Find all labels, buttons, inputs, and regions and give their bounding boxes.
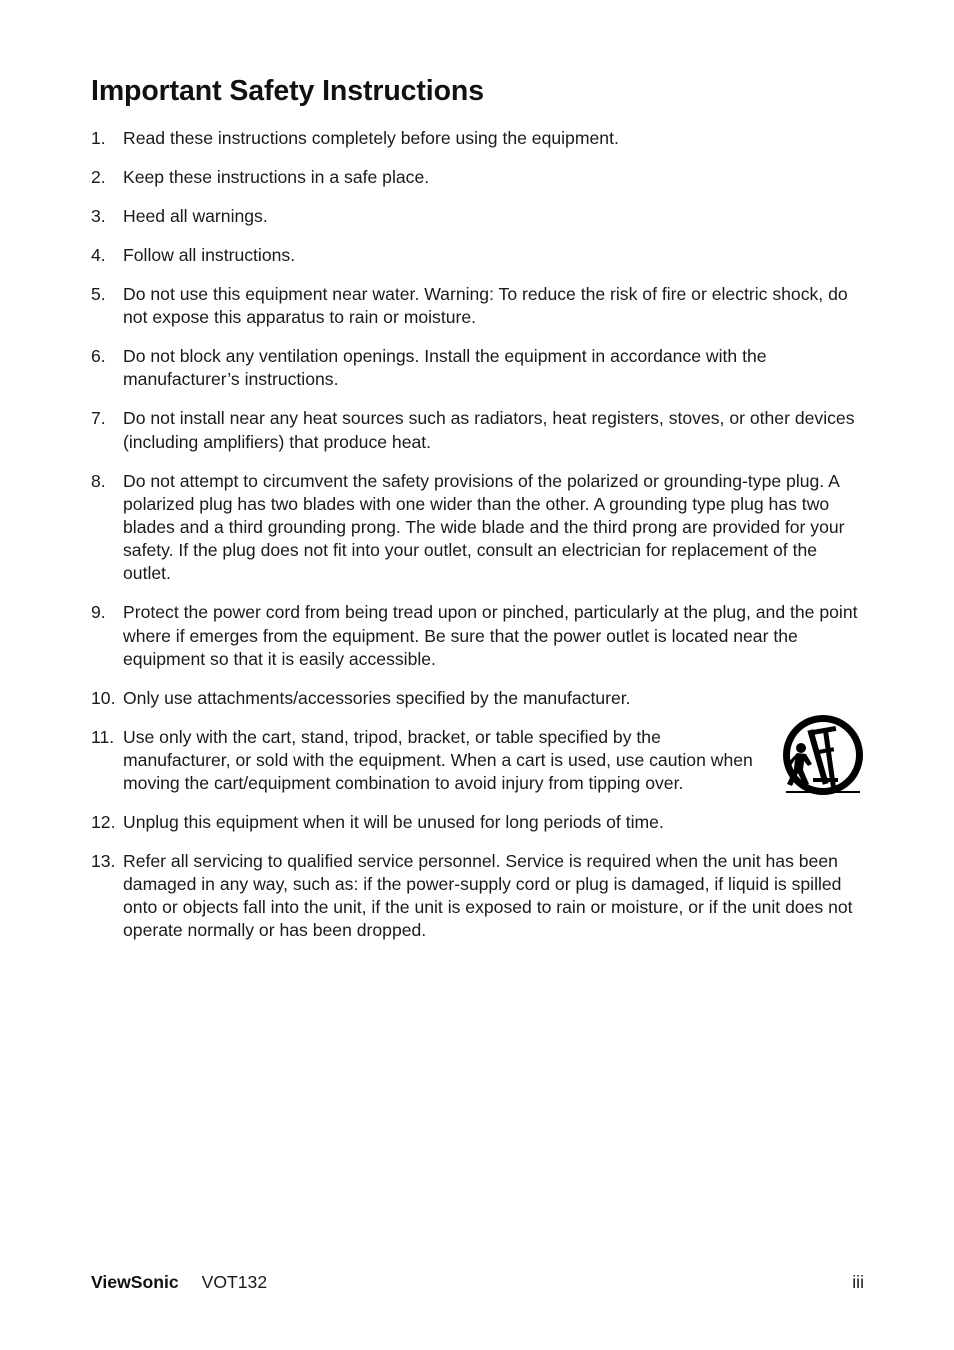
instruction-number: 1. xyxy=(91,128,106,148)
instruction-item-3 xyxy=(91,205,866,228)
instruction-text: Do not attempt to circumvent the safety provisions of the polarized or grounding-type plug. A polarized plug has two blades with one wider than the other. A grounding type plug has two blades and a third grounding prong. The wide blade and the third prong are provided for your safety. If the plug does not fit into your outlet, consult an electrician for replacement of the outlet. xyxy=(123,470,845,584)
instruction-text: Use only with the cart, stand, tripod, bracket, or table specified by the manufacturer, or sold with the equipment. When a cart is used, use caution when moving the cart/equipment combination to avoid injury from tipping over. xyxy=(123,726,753,794)
instruction-text: Do not use this equipment near water. Warning: To reduce the risk of fire or electric shock, do not expose this apparatus to rain or moisture. xyxy=(123,284,848,328)
instruction-text: Keep these instructions in a safe place. xyxy=(123,167,430,187)
instruction-number: 8. xyxy=(91,470,106,491)
instruction-item-6 xyxy=(91,345,866,391)
instruction-text: Read these instructions completely before using the equipment. xyxy=(123,128,619,148)
instruction-number: 11. xyxy=(91,726,115,747)
instruction-item-4 xyxy=(91,244,866,267)
instruction-number: 3. xyxy=(91,206,106,226)
instruction-text: Protect the power cord from being tread upon or pinched, particularly at the plug, and the point where if emerges from the equipment. Be sure that the power outlet is located near the equipment so that it is easily accessible. xyxy=(123,602,858,669)
instruction-item-8 xyxy=(91,470,866,586)
instruction-text: Do not block any ventilation openings. Install the equipment in accordance with the manufacturer’s instructions. xyxy=(123,346,767,390)
instruction-number: 10. xyxy=(91,687,116,708)
instruction-text: Heed all warnings. xyxy=(123,206,268,226)
page-footer xyxy=(91,1270,864,1294)
instruction-number: 7. xyxy=(91,408,106,429)
instruction-item-7 xyxy=(91,407,866,453)
instruction-item-9 xyxy=(91,601,866,671)
footer-brand: ViewSonic xyxy=(91,1272,179,1292)
instruction-text: Do not install near any heat sources such as radiators, heat registers, stoves, or other devices (including amplifiers) that produce heat. xyxy=(123,408,855,452)
footer-model: VOT132 xyxy=(201,1272,268,1292)
instruction-item-12 xyxy=(91,811,866,834)
instruction-number: 6. xyxy=(91,346,106,367)
footer-page-number: iii xyxy=(852,1272,864,1292)
instruction-text: Unplug this equipment when it will be unused for long periods of time. xyxy=(123,811,664,832)
instruction-item-1 xyxy=(91,127,866,150)
instruction-number: 13. xyxy=(91,850,116,871)
instruction-number: 12. xyxy=(91,811,116,832)
instruction-number: 9. xyxy=(91,602,106,623)
instruction-number: 5. xyxy=(91,284,106,304)
safety-instruction-list xyxy=(91,127,866,958)
page-title: Important Safety Instructions xyxy=(91,75,484,107)
instruction-item-2 xyxy=(91,166,866,189)
instruction-number: 2. xyxy=(91,167,106,187)
instruction-number: 4. xyxy=(91,245,106,265)
instruction-item-11 xyxy=(91,726,866,796)
instruction-text: Refer all servicing to qualified service personnel. Service is required when the unit has been damaged in any way, such as: if the power-supply cord or plug is damaged, if liquid is spilled onto or objects fall into the unit, if the unit is exposed to rain or moisture, or if the unit does not operate normally or has been dropped. xyxy=(123,850,853,941)
instruction-text: Follow all instructions. xyxy=(123,245,296,265)
instruction-item-10 xyxy=(91,687,866,710)
instruction-item-13 xyxy=(91,850,866,943)
instruction-item-5 xyxy=(91,283,866,329)
instruction-text: Only use attachments/accessories specified by the manufacturer. xyxy=(123,687,631,708)
cart-tip-over-warning-icon xyxy=(778,712,866,800)
